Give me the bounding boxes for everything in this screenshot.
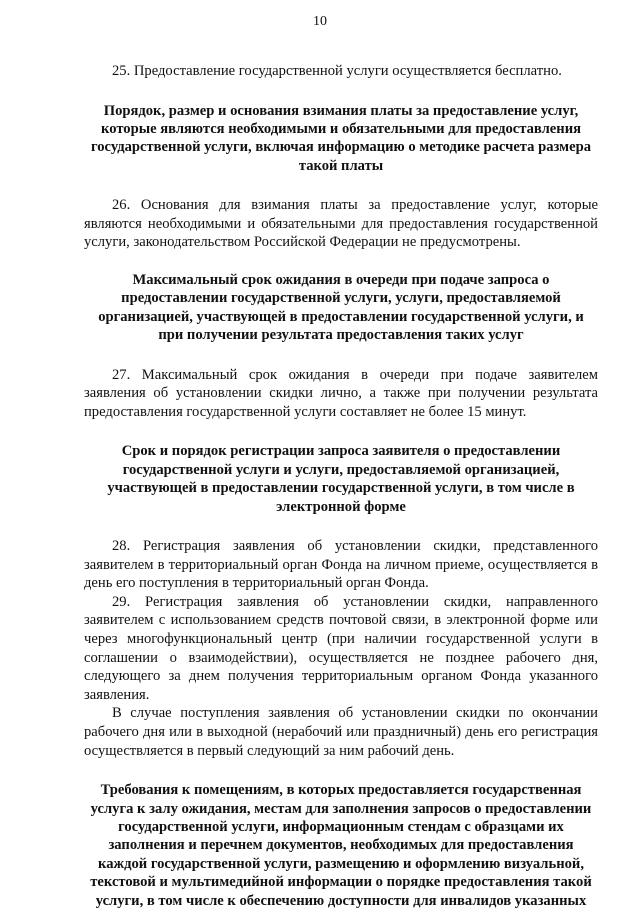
paragraph-29: 29. Регистрация заявления об установлении скидки, направленного заявителем с использованием средств почтовой связи, в электронной форме или через многофункциональный центр (при наличии государственной услуги в соглашении о взаимодействии), осуществляется не позднее рабочего дня, следующего за днем получения территориальным органом Фонда указанного заявления.: [84, 593, 598, 703]
section-heading-premises: Требования к помещениям, в которых предоставляется государственная услуга к залу ожидания, местам для заполнения запросов о предоставлении государственной услуги, информационным стендам с образцами их заполнения и перечнем документов, необходимых для предоставления каждой государственной услуги, размещению и оформлению визуальной, текстовой и мультимедийной информации о порядке предоставления такой услуги, в том числе к обеспечению доступности для инвалидов указанных: [90, 782, 592, 909]
paragraph-26: 26. Основания для взимания платы за предоставление услуг, которые являются необходимыми и обязательными для предоставления государственной услуги, законодательством Российской Федерации не предусмотрены.: [84, 197, 598, 251]
paragraph-29-continuation: В случае поступления заявления об установлении скидки по окончании рабочего дня или в выходной (нерабочий или праздничный) день его регистрация осуществляется в первый следующий за ним рабочий день.: [84, 705, 598, 759]
section-heading-registration: Срок и порядок регистрации запроса заявителя о предоставлении государственной услуги и услуги, предоставляемой организацией, участвующей в предоставлении государственной услуги, в том числе в электронной форме: [107, 443, 575, 515]
paragraph-27: 27. Максимальный срок ожидания в очереди при подаче заявителем заявления об установлении скидки лично, а также при получении результата предоставления государственной услуги составляет не более 15 минут.: [84, 366, 598, 420]
page-number: 10: [313, 14, 327, 29]
paragraph-25: 25. Предоставление государственной услуги осуществляется бесплатно.: [112, 63, 562, 79]
section-heading-queue-time: Максимальный срок ожидания в очереди при подаче запроса о предоставлении государственной услуги, услуги, предоставляемой организацией, участвующей в предоставлении государственной услуги, и при получении результата предоставления таких услуг: [98, 272, 584, 344]
page-content: [84, 62, 598, 910]
section-heading-payment: Порядок, размер и основания взимания платы за предоставление услуг, которые являются необходимыми и обязательными для предоставления государственной услуги, включая информацию о методике расчета размера такой платы: [90, 102, 592, 174]
paragraph-28: 28. Регистрация заявления об установлении скидки, представленного заявителем в территориальный орган Фонда на личном приеме, осуществляется в день его поступления в территориальный орган Фонда.: [84, 538, 598, 592]
